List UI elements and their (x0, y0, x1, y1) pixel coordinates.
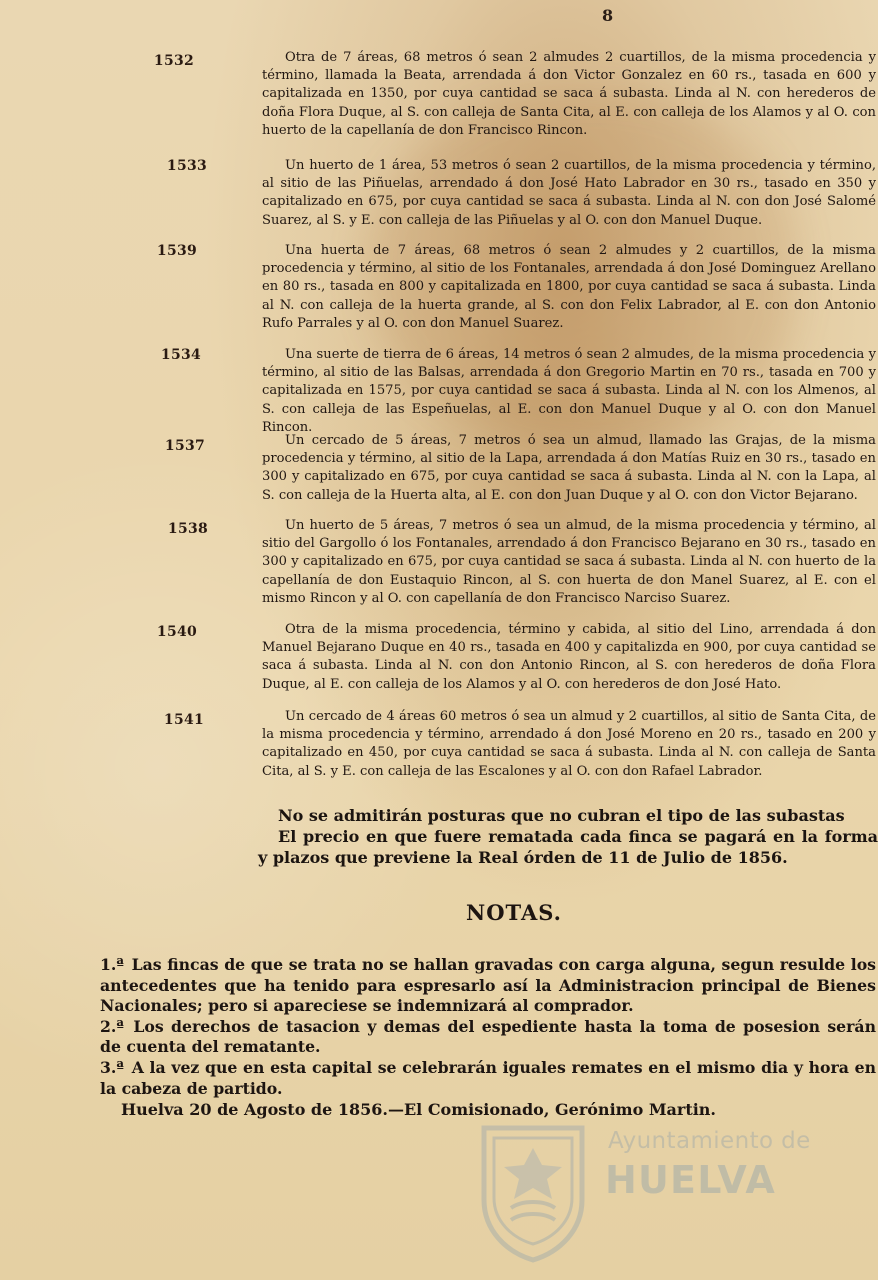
note-text-3: A la vez que en esta capital se celebrarán iguales remates en el mismo dia y hora en la cabeza de partido. (100, 1057, 876, 1098)
watermark-bottom-text: HUELVA (605, 1158, 777, 1202)
entry-text: Otra de 7 áreas, 68 metros ó sean 2 almudes 2 cuartillos, de la misma procedencia y término, llamada la Beata, arrendada á don Victor Gonzalez en 60 rs., tasada en 600 y capitalizada en 1350, por cuya cantidad se saca á subasta. Linda al N. con herederos de doña Flora Duque, al S. con calleja de Santa Cita, al E. con calleja de los Alamos y al O. con huerto de la capellanía de don Francisco Rincon. (262, 50, 876, 138)
closing-line-1: No se admitirán posturas que no cubran el tipo de las subastas (278, 806, 845, 825)
entry-text: Una huerta de 7 áreas, 68 metros ó sean 2 almudes y 2 cuartillos, de la misma procedencia y término, al sitio de los Fontanales, arrendada á don José Dominguez Arellano en 80 rs., tasada en 800 y capitalizada en 1800, por cuya cantidad se saca á subasta. Linda al N. con calleja de la huerta grande, al S. con don Felix Labrador, al E. con don Antonio Rufo Parrales y al O. con don Manuel Suarez. (262, 243, 876, 331)
note-2 (100, 1017, 876, 1058)
note-text-1: Las fincas de que se trata no se hallan gravadas con carga alguna, segun resulde los antecedentes que ha tenido para espresarlo así la Administracion principal de Bienes Nacionales; pero si apareciese se indemnizará al comprador. (100, 955, 876, 1016)
entry-number: 1533 (166, 158, 208, 174)
entry-number: 1538 (167, 521, 209, 537)
entry-number: 1539 (156, 243, 198, 259)
entry-text: Un huerto de 5 áreas, 7 metros ó sea un almud, de la misma procedencia y término, al sitio del Gargollo ó los Fontanales, arrendado á don Francisco Bejarano en 30 rs., tasado en 300 y capitalizado en 675, por cuya cantidad se saca á subasta. Linda al N. con huerto de la capellanía de don Eustaquio Rincon, al S. con huerta de don Manel Suarez, al E. con el mismo Rincon y al O. con capellanía de don Francisco Narciso Suarez. (262, 518, 876, 606)
entry-text: Un huerto de 1 área, 53 metros ó sean 2 cuartillos, de la misma procedencia y término, al sitio de las Piñuelas, arrendado á don José Hato Labrador en 30 rs., tasado en 350 y capitalizado en 675, por cuya cantidad se saca á subasta. Linda al N. con don José Salomé Suarez, al S. y E. con calleja de las Piñuelas y al O. con don Manuel Duque. (262, 158, 876, 228)
watermark-top-text: Ayuntamiento de (608, 1128, 811, 1154)
entry-text: Un cercado de 4 áreas 60 metros ó sea un almud y 2 cuartillos, al sitio de Santa Cita, de la misma procedencia y término, arrendado á don José Moreno en 20 rs., tasado en 200 y capitalizado en 450, por cuya cantidad se saca á subasta. Linda al N. con calleja de Santa Cita, al S. y E. con calleja de las Escalones y al O. con don Rafael Labrador. (262, 709, 876, 779)
signature-line: Huelva 20 de Agosto de 1856.—El Comisionado, Gerónimo Martin. (121, 1100, 716, 1120)
note-1 (100, 955, 876, 1017)
notes-section (100, 955, 876, 1121)
entry-number: 1541 (163, 712, 205, 728)
closing-conditions (258, 805, 878, 868)
entry-number: 1540 (156, 624, 198, 640)
notes-title: NOTAS. (466, 900, 562, 925)
header-mark: 8 (602, 6, 614, 25)
archive-watermark (468, 1120, 811, 1268)
note-label-2: 2.ª (100, 1016, 125, 1036)
note-3 (100, 1058, 876, 1099)
entry-number: 1534 (160, 347, 202, 363)
note-label-3: 3.ª (100, 1057, 125, 1077)
entry-number: 1537 (164, 438, 206, 454)
entry-number: 1532 (153, 53, 195, 69)
entry-text: Una suerte de tierra de 6 áreas, 14 metros ó sean 2 almudes, de la misma procedencia y término, al sitio de las Balsas, arrendada á don Gregorio Martin en 70 rs., tasada en 700 y capitalizada en 1575, por cuya cantidad se saca á subasta. Linda al N. con los Almenos, al S. con calleja de las Espeñuelas, al E. con don Manuel Duque y al O. con don Manuel Rincon. (262, 347, 876, 435)
closing-line-2: El precio en que fuere rematada cada finca se pagará en la forma y plazos que previene la Real órden de 11 de Julio de 1856. (258, 827, 878, 867)
note-label-1: 1.ª (100, 955, 125, 974)
note-text-2: Los derechos de tasacion y demas del espediente hasta la toma de posesion serán de cuenta del rematante. (100, 1016, 876, 1057)
entry-text: Un cercado de 5 áreas, 7 metros ó sea un almud, llamado las Grajas, de la misma procedencia y término, al sitio de la Lapa, arrendada á don Matías Ruiz en 30 rs., tasado en 300 y capitalizado en 675, por cuya cantidad se saca á subasta. Linda al N. con la Lapa, al S. con calleja de la Huerta alta, al E. con don Juan Duque y al O. con don Victor Bejarano. (262, 433, 876, 503)
entry-text: Otra de la misma procedencia, término y cabida, al sitio del Lino, arrendada á don Manuel Bejarano Duque en 40 rs., tasada en 400 y capitalizda en 900, por cuya cantidad se saca á subasta. Linda al N. con don Antonio Rincon, al S. con herederos de doña Flora Duque, al E. con calleja de los Alamos y al O. con herederos de don José Hato. (262, 622, 876, 692)
city-seal-icon (468, 1120, 598, 1265)
